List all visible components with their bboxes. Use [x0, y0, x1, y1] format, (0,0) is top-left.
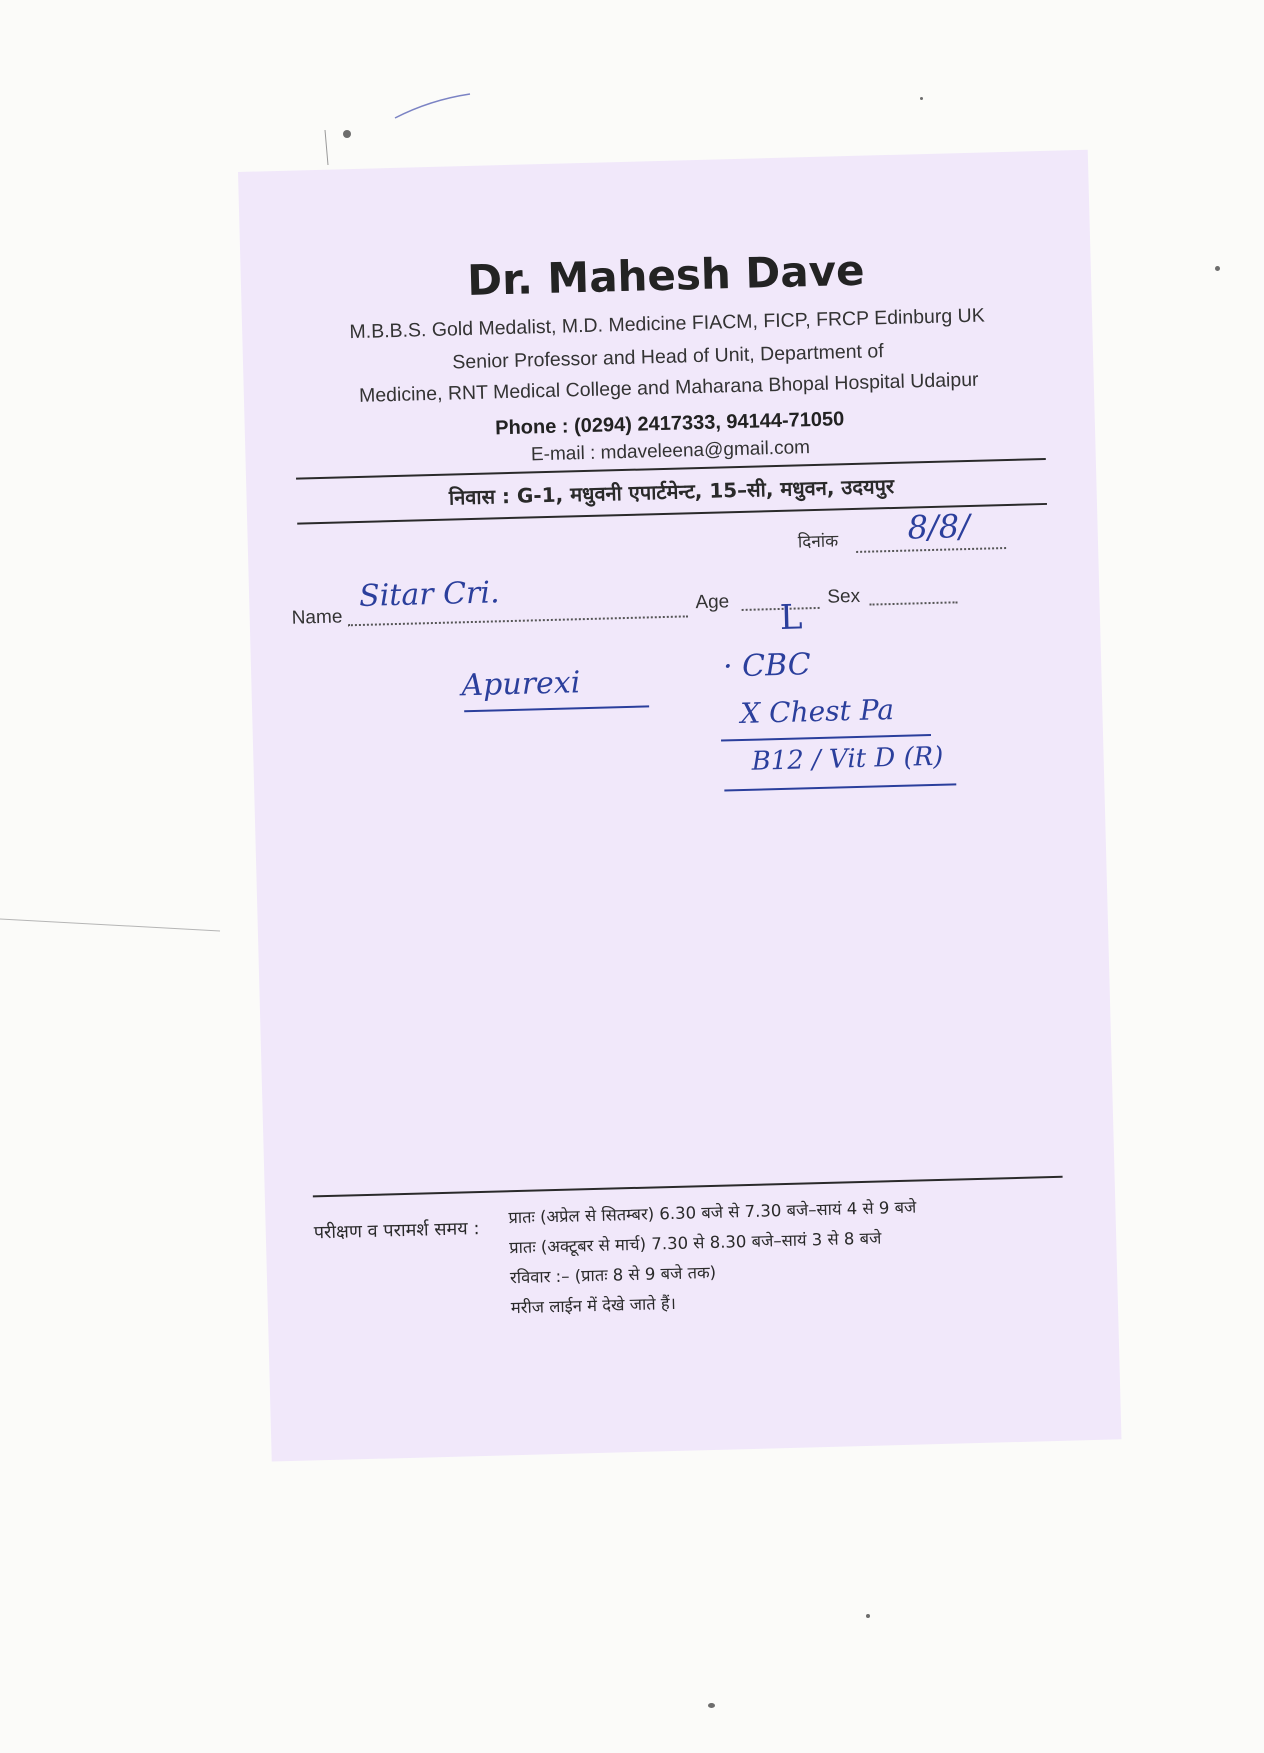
phone-numbers: (0294) 2417333, 94144-71050 — [573, 408, 845, 438]
consultation-hours-label: परीक्षण व परामर्श समय : — [313, 1218, 480, 1244]
date-label: दिनांक — [797, 531, 839, 553]
consultation-hours-line: प्रातः (अक्टूबर से मार्च) 7.30 से 8.30 बजे–सायं 3 से 8 बजे — [509, 1228, 882, 1258]
name-field-line — [348, 615, 688, 626]
scan-speck — [343, 130, 351, 138]
name-label: Name — [291, 606, 343, 629]
qualification-line: M.B.B.S. Gold Medalist, M.D. Medicine FIACM, FICP, FRCP Edinburg UK — [349, 304, 985, 344]
scan-speck — [920, 97, 923, 100]
scan-speck — [1215, 266, 1220, 271]
sex-label: Sex — [827, 585, 861, 608]
residence-address: निवास : G-1, मधुवनी एपार्टमेन्ट, 15–सी, मधुवन, उदयपुर — [448, 473, 895, 510]
test-item: X Chest Pa — [739, 693, 895, 731]
institution-line: Medicine, RNT Medical College and Maharana Bhopal Hospital Udaipur — [358, 368, 979, 407]
designation-line: Senior Professor and Head of Unit, Department of — [452, 340, 884, 374]
consultation-hours-line: प्रातः (अप्रेल से सितम्बर) 6.30 बजे से 7.30 बजे–सायं 4 से 9 बजे — [508, 1197, 917, 1228]
age-handwritten: L — [779, 597, 803, 638]
date-handwritten: 8/8/ — [907, 506, 971, 547]
scan-speck — [708, 1703, 715, 1708]
name-handwritten: Sitar Cri. — [358, 575, 500, 614]
email-line: E-mail : mdaveleena@gmail.com — [530, 437, 811, 466]
date-field-line — [856, 547, 1006, 553]
test-underline — [724, 783, 956, 791]
sunday-hours-line: रविवार :– (प्रातः 8 से 9 बजे तक) — [509, 1262, 717, 1288]
prescription-note: Apurexi — [461, 665, 581, 704]
phone-label: Phone : — [494, 415, 569, 440]
scan-speck — [866, 1614, 870, 1618]
prescription-sheet — [238, 150, 1121, 1462]
queue-note: मरीज लाईन में देखे जाते हैं। — [510, 1293, 677, 1318]
doctor-name: Dr. Mahesh Dave — [466, 245, 866, 306]
age-label: Age — [695, 591, 730, 614]
test-item: B12 / Vit D (R) — [751, 741, 944, 777]
note-underline — [464, 705, 649, 712]
sex-field-line — [870, 601, 958, 605]
test-item: · CBC — [722, 647, 812, 685]
test-underline — [721, 734, 931, 741]
footer-rule — [313, 1176, 1063, 1198]
